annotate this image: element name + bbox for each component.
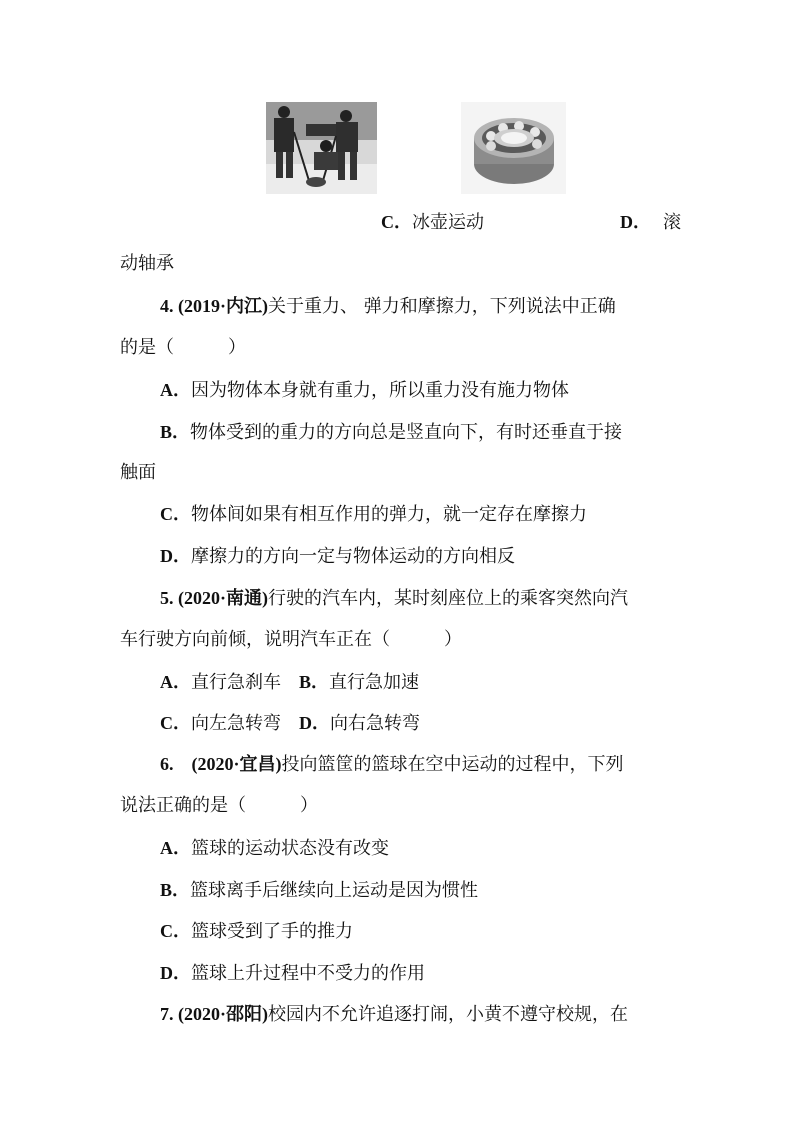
question-7-stem: 7. (2020·邵阳)校园内不允许追逐打闹，小黄不遵守校规，在 — [160, 1004, 628, 1025]
option-d-bearing-part1: D． 滚 — [620, 212, 681, 233]
question-6-option-c: C．篮球受到了手的推力 — [160, 921, 353, 942]
question-6-option-d: D．篮球上升过程中不受力的作用 — [160, 963, 425, 984]
question-4-option-b-cont: 触面 — [120, 462, 156, 483]
question-4-option-b: B．物体受到的重力的方向总是竖直向下，有时还垂直于接 — [160, 422, 623, 443]
question-4-option-d: D．摩擦力的方向一定与物体运动的方向相反 — [160, 546, 515, 567]
question-5-stem-cont: 车行驶方向前倾，说明汽车正在（ ） — [120, 629, 462, 650]
question-5-options-ab: A．直行急刹车 B．直行急加速 — [160, 672, 420, 693]
question-4-option-c: C．物体间如果有相互作用的弹力，就一定存在摩擦力 — [160, 504, 587, 525]
bearing-photo — [461, 102, 566, 194]
curling-photo — [266, 102, 377, 194]
curling-illustration — [266, 102, 377, 194]
question-6-option-a: A．篮球的运动状态没有改变 — [160, 838, 389, 859]
option-c-curling: C．冰壶运动 — [381, 212, 484, 233]
question-6-option-b: B．篮球离手后继续向上运动是因为惯性 — [160, 880, 479, 901]
question-6-stem: 6. (2020·宜昌)投向篮筐的篮球在空中运动的过程中，下列 — [160, 754, 624, 775]
question-4-stem-cont: 的是（ ） — [120, 337, 246, 358]
question-6-stem-cont: 说法正确的是（ ） — [120, 795, 318, 816]
bearing-illustration — [461, 102, 566, 194]
question-4-stem: 4. (2019·内江)关于重力、 弹力和摩擦力，下列说法中正确 — [160, 296, 616, 317]
question-5-stem: 5. (2020·南通)行驶的汽车内，某时刻座位上的乘客突然向汽 — [160, 588, 628, 609]
option-d-bearing-part2: 动轴承 — [120, 253, 174, 274]
question-4-option-a: A．因为物体本身就有重力，所以重力没有施力物体 — [160, 380, 569, 401]
question-5-options-cd: C．向左急转弯 D．向右急转弯 — [160, 713, 420, 734]
